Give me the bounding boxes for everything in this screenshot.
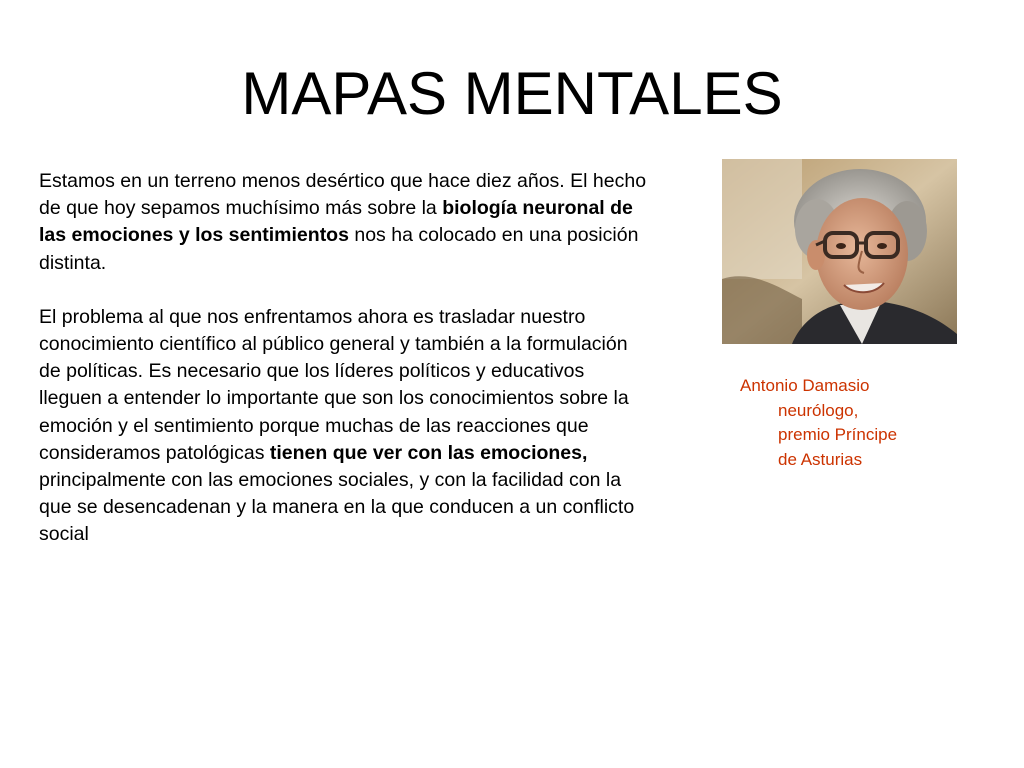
paragraph-2-text-end: principalmente con las emociones sociales, y con la facilidad con la que se desencadenan y la manera en la que conducen a un conflicto social xyxy=(39,469,635,546)
paragraph-2-text-start: El problema al que nos enfrentamos ahora es trasladar nuestro conocimiento científico al público general y también a la formulación de políticas. Es necesario que los líderes políticos y educativos lleguen a entender lo importante que son los conocimientos sobre la emoción y el sentimiento porque muchas de las reacciones que consideramos patológicas xyxy=(39,305,629,464)
portrait-illustration xyxy=(722,159,957,344)
paragraph-1-text-end: nos ha colocado en una posición distinta. xyxy=(39,224,639,274)
slide-title: MAPAS MENTALES xyxy=(241,60,783,127)
caption-line-3: premio Príncipe xyxy=(778,425,898,444)
portrait-photo xyxy=(722,159,957,344)
photo-caption xyxy=(740,374,940,472)
caption-name: Antonio Damasio xyxy=(740,376,870,395)
paragraph-2-bold-text: tienen que ver con las emociones, xyxy=(269,441,588,464)
caption-line-2: neurólogo, xyxy=(778,400,859,420)
paragraph-1-bold-text: biología neuronal de las emociones y los sentimientos xyxy=(39,197,633,247)
paragraph-1 xyxy=(39,168,649,277)
caption-line-4: de Asturias xyxy=(778,449,863,469)
paragraph-1-text-start: Estamos en un terreno menos desértico que hace diez años. El hecho de que hoy sepamos muchísimo más sobre la xyxy=(39,170,647,220)
paragraph-2 xyxy=(39,304,649,549)
body-text xyxy=(39,168,649,576)
